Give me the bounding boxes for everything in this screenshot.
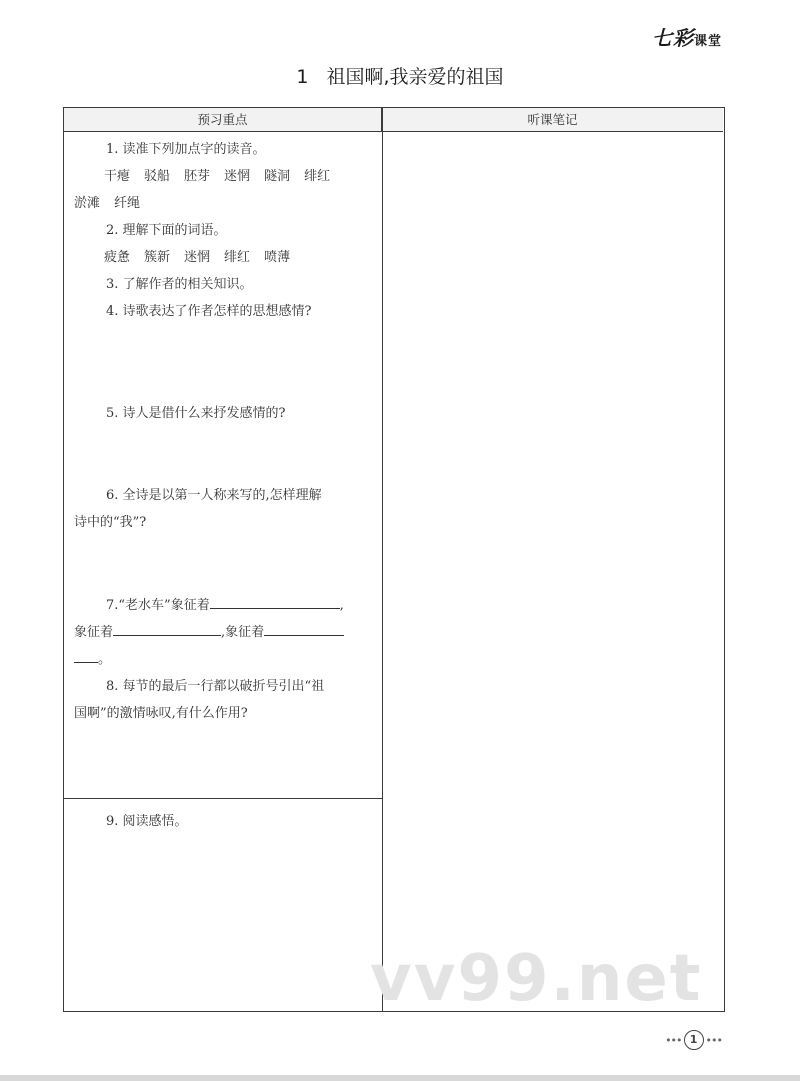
word: 隧洞	[264, 169, 291, 184]
ornament-left-icon: •••	[665, 1033, 682, 1047]
word: 绯红	[304, 169, 331, 184]
question-5: 5. 诗人是借什么来抒发感情的?	[106, 406, 286, 421]
word: 迷惘	[184, 250, 211, 265]
question-7-line3	[64, 648, 392, 667]
word: 喷薄	[264, 250, 291, 265]
question-2: 2. 理解下面的词语。	[106, 223, 227, 238]
word: 胚芽	[184, 169, 211, 184]
word: 淤滩	[74, 196, 101, 211]
lesson-title: 祖国啊,我亲爱的祖国	[326, 66, 504, 88]
question-7-line1: 7.“老水车”象征着 ,	[106, 598, 344, 613]
column-divider	[382, 108, 383, 1011]
bottom-edge	[0, 1075, 800, 1081]
ornament-right-icon: •••	[705, 1033, 722, 1047]
notes-header: 听课笔记	[382, 108, 723, 132]
question-8-line1: 8. 每节的最后一行都以破折号引出“祖	[106, 679, 325, 694]
page-title	[0, 62, 800, 89]
question-4: 4. 诗歌表达了作者怎样的思想感情?	[106, 304, 312, 319]
question-1: 1. 读准下列加点字的读音。	[106, 142, 266, 157]
q7-text-b: 象征着	[74, 625, 114, 640]
q1-words-row1	[64, 165, 422, 184]
brand-name: 七彩	[651, 26, 694, 50]
answer-blank[interactable]	[74, 650, 98, 663]
word: 簇新	[144, 250, 171, 265]
q2-words	[64, 246, 422, 265]
q7-text-a: 7.“老水车”象征着	[106, 598, 210, 613]
brand-logo	[652, 22, 722, 51]
question-6-line2: 诗中的“我”?	[74, 515, 147, 530]
question-3: 3. 了解作者的相关知识。	[106, 277, 253, 292]
answer-blank[interactable]	[113, 623, 221, 636]
brand-suffix: 课堂	[693, 34, 722, 49]
word: 疲惫	[104, 250, 131, 265]
word: 迷惘	[224, 169, 251, 184]
question-9: 9. 阅读感悟。	[106, 814, 188, 829]
study-table	[63, 107, 725, 1012]
word: 驳船	[144, 169, 171, 184]
row-divider	[64, 798, 382, 799]
q7-end: 。	[98, 652, 112, 667]
preview-header: 预习重点	[64, 108, 382, 132]
answer-blank[interactable]	[264, 623, 344, 636]
question-7-line2	[64, 621, 392, 640]
q1-words-row2	[64, 192, 392, 211]
watermark: vv99.net	[370, 942, 703, 1016]
word: 干瘪	[104, 169, 131, 184]
q7-text-c: ,象征着	[221, 625, 265, 640]
word: 纤绳	[114, 196, 141, 211]
page-number-badge: 1	[684, 1030, 704, 1050]
word: 绯红	[224, 250, 251, 265]
question-6-line1: 6. 全诗是以第一人称来写的,怎样理解	[106, 488, 322, 503]
page-number	[665, 1030, 722, 1050]
lesson-number: 1	[296, 66, 309, 88]
answer-blank[interactable]	[210, 596, 340, 609]
question-8-line2: 国啊”的激情咏叹,有什么作用?	[74, 706, 248, 721]
